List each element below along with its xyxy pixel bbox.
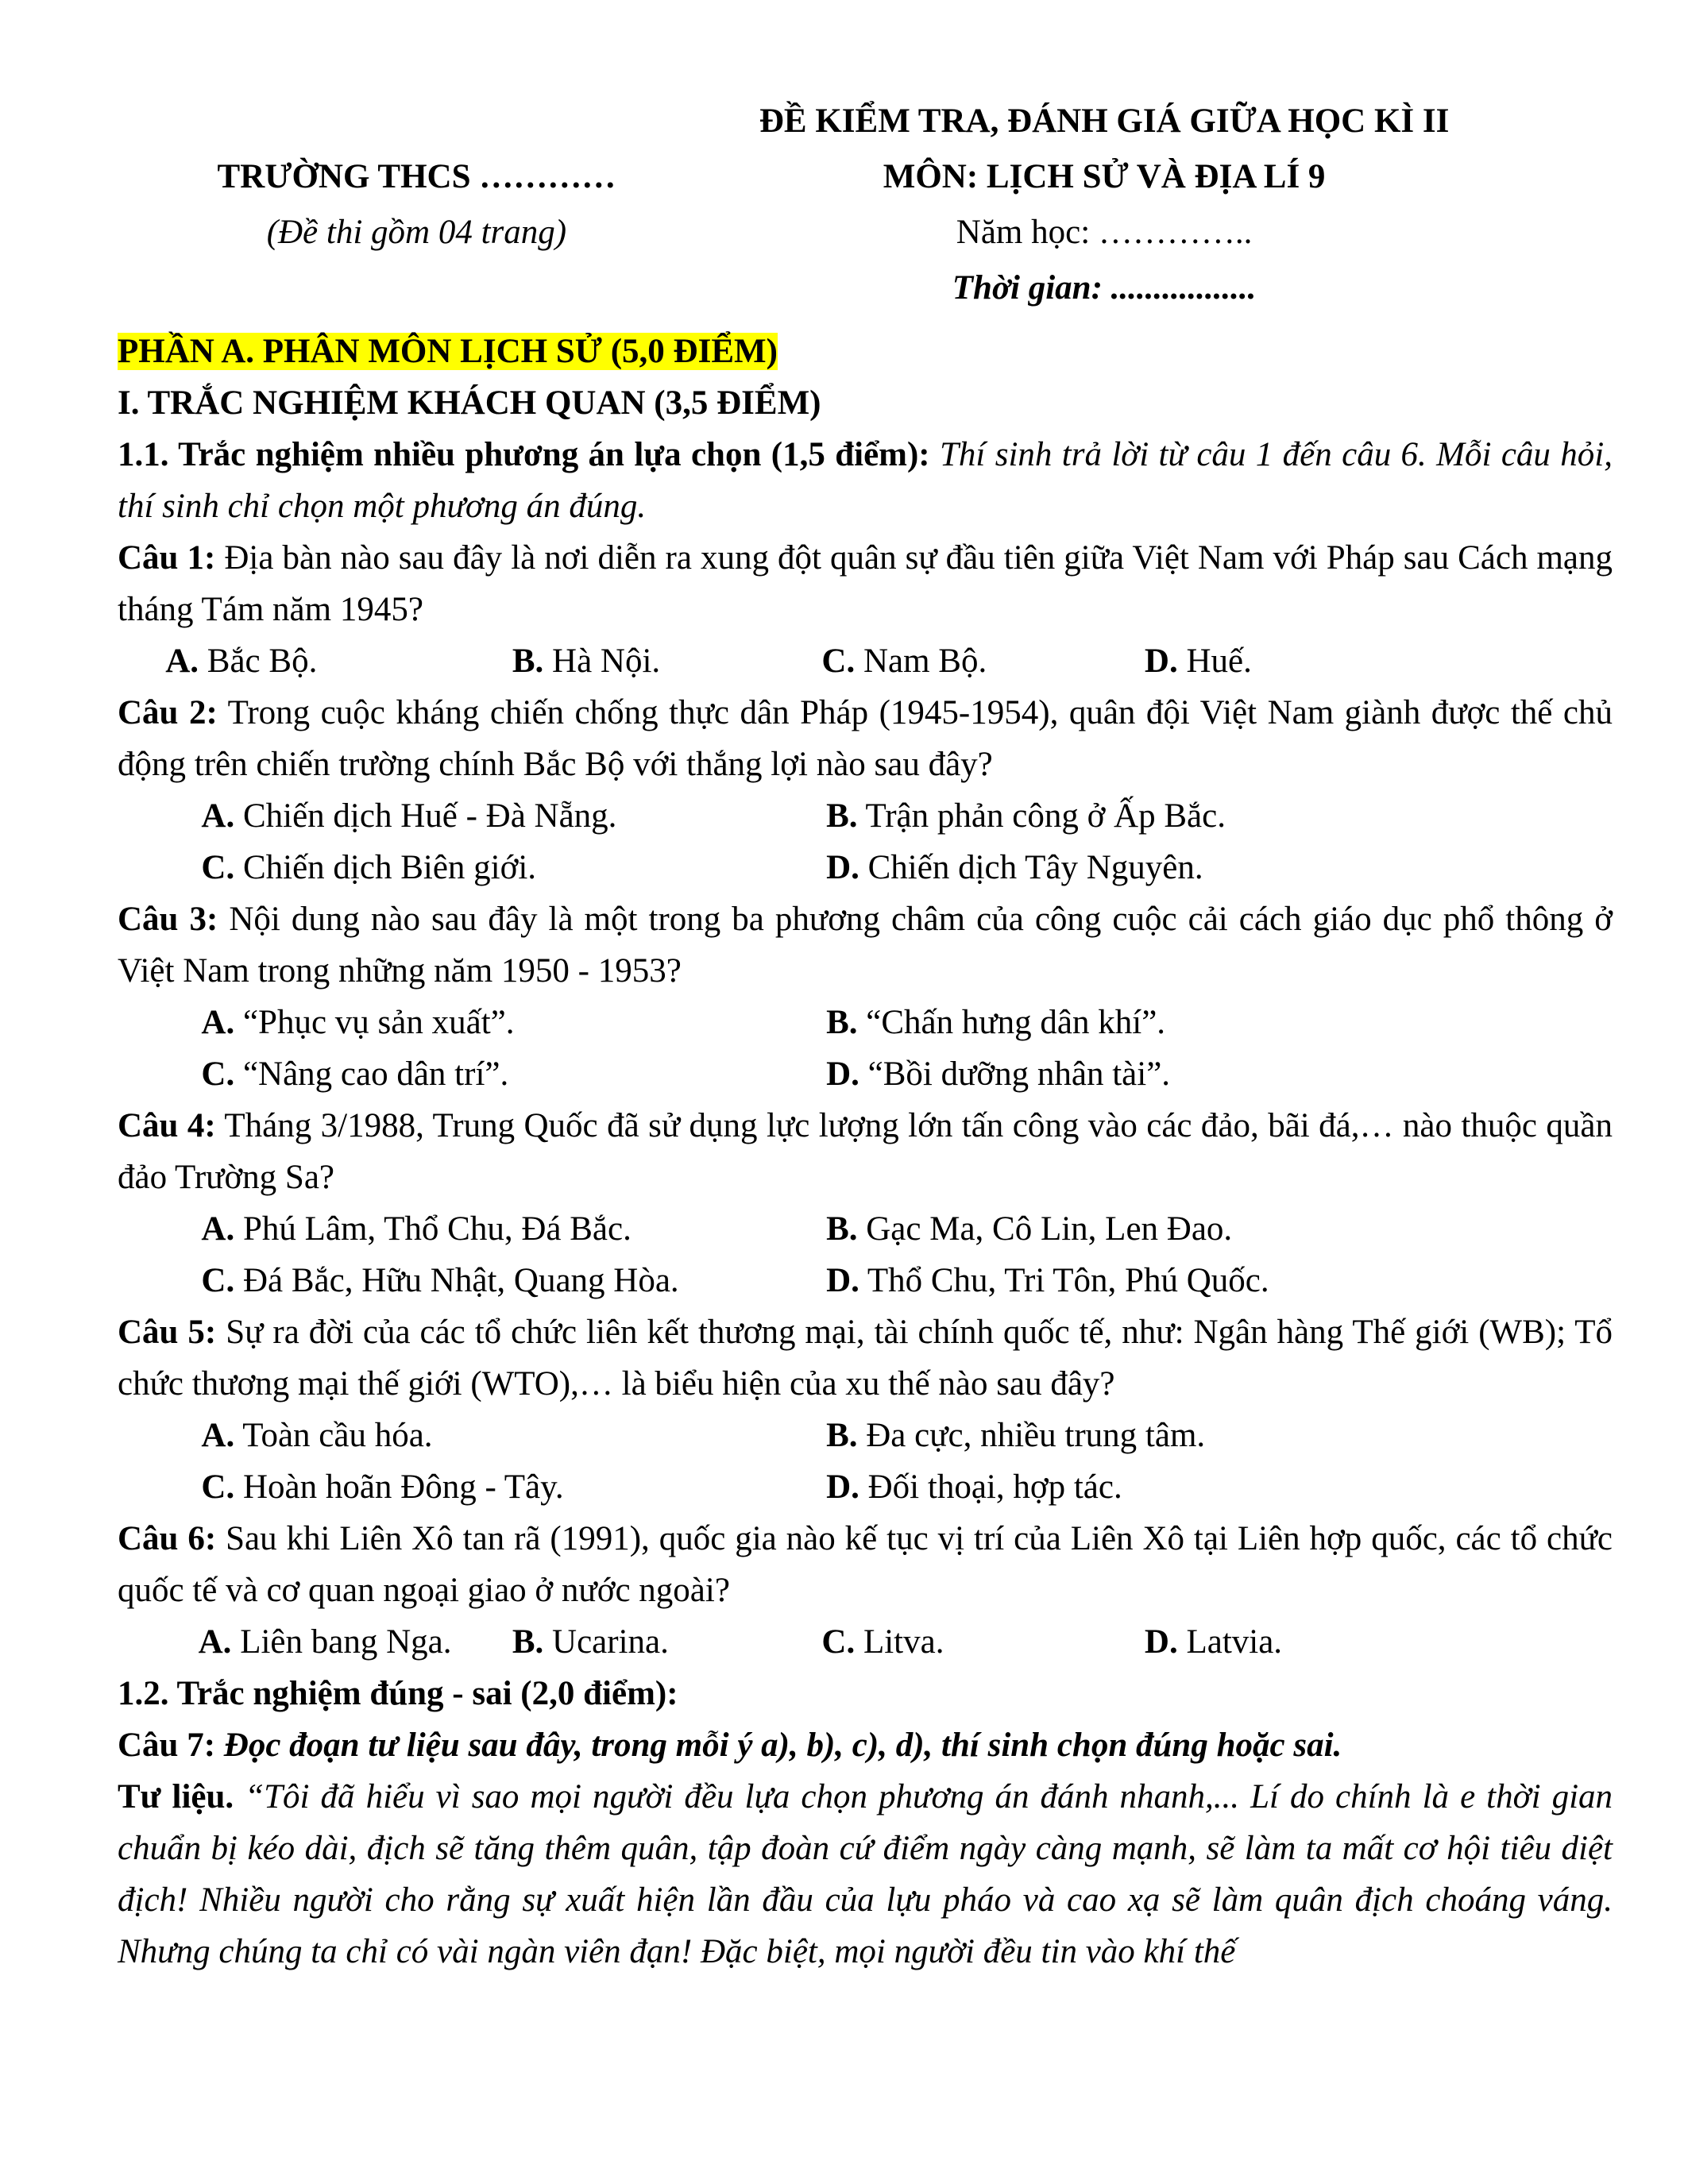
option-b [826,1410,1613,1461]
question-6-label: Câu 6: [118,1520,217,1557]
option-a [118,1616,512,1668]
question-1-text [118,532,1613,635]
question-3-text [118,893,1613,997]
option-letter: B. [826,1004,858,1041]
tu-lieu-label: Tư liệu. [118,1778,234,1815]
question-7-label: Câu 7: [118,1727,216,1764]
option-c [118,1255,826,1306]
question-3-options-row-2 [118,1048,1613,1100]
option-text: Đối thoại, hợp tác. [867,1468,1122,1506]
school-name: TRƯỜNG THCS ………… [217,158,616,195]
option-b [512,1616,822,1668]
option-text: “Phục vụ sản xuất”. [242,1004,515,1041]
option-letter: A. [165,642,199,680]
school-year: Năm học: ………….. [956,214,1253,251]
option-d [826,842,1613,893]
part1-title: I. TRẮC NGHIỆM KHÁCH QUAN (3,5 ĐIỂM) [118,384,821,422]
option-letter: D. [1144,642,1178,680]
option-text: Huế. [1186,642,1252,680]
option-letter: D. [826,1468,859,1506]
option-text: Latvia. [1186,1623,1283,1661]
section-a-title: PHẦN A. PHÂN MÔN LỊCH SỬ (5,0 ĐIỂM) [118,333,778,370]
option-text: Đa cực, nhiều trung tâm. [866,1417,1206,1454]
option-letter: C. [821,1623,856,1661]
question-7-intro [118,1719,1613,1771]
tu-lieu-paragraph [118,1771,1613,1978]
option-d [1145,1616,1613,1668]
question-4-text [118,1100,1613,1203]
option-text: Chiến dịch Tây Nguyên. [867,849,1203,886]
header-right [716,94,1493,316]
option-c [118,1048,826,1100]
option-text: Bắc Bộ. [207,642,318,680]
option-text: Thổ Chu, Tri Tôn, Phú Quốc. [867,1262,1269,1299]
option-letter: D. [1144,1623,1178,1661]
part1-1-label: 1.1. Trắc nghiệm nhiều phương án lựa chọn (1,5 điểm): [118,436,930,473]
option-a [118,1203,826,1255]
question-2-options-row-2 [118,842,1613,893]
question-5-text [118,1306,1613,1410]
option-letter: A. [198,1623,232,1661]
option-letter: A. [201,1004,235,1041]
question-4-options-row-2 [118,1255,1613,1306]
question-2-text [118,687,1613,790]
option-letter: A. [201,1210,235,1248]
option-d [826,1255,1613,1306]
option-a [118,1410,826,1461]
question-6-body: Sau khi Liên Xô tan rã (1991), quốc gia nào kế tục vị trí của Liên Xô tại Liên hợp quốc, các tổ chức quốc tế và cơ quan ngoại giao ở nước ngoài? [118,1520,1613,1609]
option-text: Hoàn hoãn Đông - Tây. [242,1468,564,1506]
option-text: Ucarina. [552,1623,669,1661]
option-b [826,790,1613,842]
option-letter: C. [201,1468,235,1506]
option-letter: C. [821,642,856,680]
option-a [118,790,826,842]
option-text: Chiến dịch Huế - Đà Nẵng. [242,797,617,835]
exam-duration: Thời gian: ................. [952,269,1257,307]
option-d [826,1048,1613,1100]
document-body [118,326,1613,1978]
question-5-label: Câu 5: [118,1314,217,1351]
part1-1-instruction: Thí sinh trả lời từ câu 1 đến câu 6. Mỗi câu hỏi, thí sinh chỉ chọn một phương án đúng. [118,436,1613,525]
option-text: “Nâng cao dân trí”. [242,1055,509,1093]
question-3 [118,893,1613,1100]
option-text: Gạc Ma, Cô Lin, Len Đao. [866,1210,1233,1248]
pages-note: (Đề thi gồm 04 trang) [266,214,567,251]
question-6-text [118,1513,1613,1616]
question-6 [118,1513,1613,1668]
option-text: “Bồi dưỡng nhân tài”. [867,1055,1171,1093]
option-letter: B. [512,642,544,680]
question-4 [118,1100,1613,1306]
question-5-options-row-1 [118,1410,1613,1461]
option-text: Chiến dịch Biên giới. [242,849,537,886]
header [118,94,1613,316]
option-c [118,1461,826,1513]
question-3-label: Câu 3: [118,901,218,938]
option-c [821,1616,1145,1668]
question-1 [118,532,1613,687]
exam-subject: MÔN: LỊCH SỬ VÀ ĐỊA LÍ 9 [883,158,1326,195]
option-letter: A. [201,797,235,835]
option-c [118,842,826,893]
option-letter: B. [512,1623,544,1661]
option-text: Trận phản công ở Ấp Bắc. [865,797,1226,835]
option-letter: D. [826,1055,859,1093]
option-letter: D. [826,849,859,886]
question-7-instruction: Đọc đoạn tư liệu sau đây, trong mỗi ý a), b), c), d), thí sinh chọn đúng hoặc sai. [223,1727,1342,1764]
option-a [118,635,512,687]
question-5-body: Sự ra đời của các tổ chức liên kết thương mại, tài chính quốc tế, như: Ngân hàng Thế giới (WB); Tổ chức thương mại thế giới (WTO),… là biểu hiện của xu thế nào sau đây? [118,1314,1613,1403]
question-5-options-row-2 [118,1461,1613,1513]
question-2-label: Câu 2: [118,694,218,731]
header-left [118,94,716,316]
question-4-options-row-1 [118,1203,1613,1255]
question-3-body: Nội dung nào sau đây là một trong ba phương châm của công cuộc cải cách giáo dục phổ thông ở Việt Nam trong những năm 1950 - 1953? [118,901,1613,990]
option-text: Toàn cầu hóa. [242,1417,433,1454]
option-c [821,635,1145,687]
option-text: Liên bang Nga. [240,1623,452,1661]
option-text: Litva. [863,1623,944,1661]
option-text: Phú Lâm, Thổ Chu, Đá Bắc. [242,1210,632,1248]
option-letter: B. [826,1417,858,1454]
option-b [826,1203,1613,1255]
question-1-options [118,635,1613,687]
part1-2-label: 1.2. Trắc nghiệm đúng - sai (2,0 điểm): [118,1675,678,1712]
question-2 [118,687,1613,893]
option-letter: B. [826,797,858,835]
option-text: “Chấn hưng dân khí”. [866,1004,1166,1041]
part1-1-intro [118,429,1613,532]
question-5 [118,1306,1613,1513]
question-4-body: Tháng 3/1988, Trung Quốc đã sử dụng lực lượng lớn tấn công vào các đảo, bãi đá,… nào thuộc quần đảo Trường Sa? [118,1107,1613,1196]
tu-lieu-quote: “Tôi đã hiểu vì sao mọi người đều lựa chọn phương án đánh nhanh,... Lí do chính là e thời gian chuẩn bị kéo dài, địch sẽ tăng thêm quân, tập đoàn cứ điểm ngày càng mạnh, sẽ làm ta mất cơ hội tiêu diệt địch! Nhiều người cho rằng sự xuất hiện lần đầu của lựu pháo và cao xạ sẽ làm quân địch choáng váng. Nhưng chúng ta chỉ có vài ngàn viên đạn! Đặc biệt, mọi người đều tin vào khí thế [118,1778,1613,1970]
option-text: Nam Bộ. [863,642,987,680]
question-1-label: Câu 1: [118,539,216,577]
option-d [1145,635,1613,687]
question-3-options-row-1 [118,997,1613,1048]
section-a-title-line [118,326,1613,377]
question-2-options-row-1 [118,790,1613,842]
option-a [118,997,826,1048]
option-letter: C. [201,849,235,886]
option-letter: C. [201,1262,235,1299]
option-b [512,635,822,687]
option-letter: B. [826,1210,858,1248]
option-text: Hà Nội. [552,642,661,680]
question-1-body: Địa bàn nào sau đây là nơi diễn ra xung đột quân sự đầu tiên giữa Việt Nam với Pháp sau Cách mạng tháng Tám năm 1945? [118,539,1613,628]
exam-title: ĐỀ KIỂM TRA, ĐÁNH GIÁ GIỮA HỌC KÌ II [759,102,1450,140]
option-d [826,1461,1613,1513]
option-letter: A. [201,1417,235,1454]
question-4-label: Câu 4: [118,1107,216,1144]
question-6-options [118,1616,1613,1668]
option-letter: D. [826,1262,859,1299]
question-2-body: Trong cuộc kháng chiến chống thực dân Pháp (1945-1954), quân đội Việt Nam giành được thế chủ động trên chiến trường chính Bắc Bộ với thắng lợi nào sau đây? [118,694,1613,783]
option-text: Đá Bắc, Hữu Nhật, Quang Hòa. [242,1262,679,1299]
option-b [826,997,1613,1048]
option-letter: C. [201,1055,235,1093]
